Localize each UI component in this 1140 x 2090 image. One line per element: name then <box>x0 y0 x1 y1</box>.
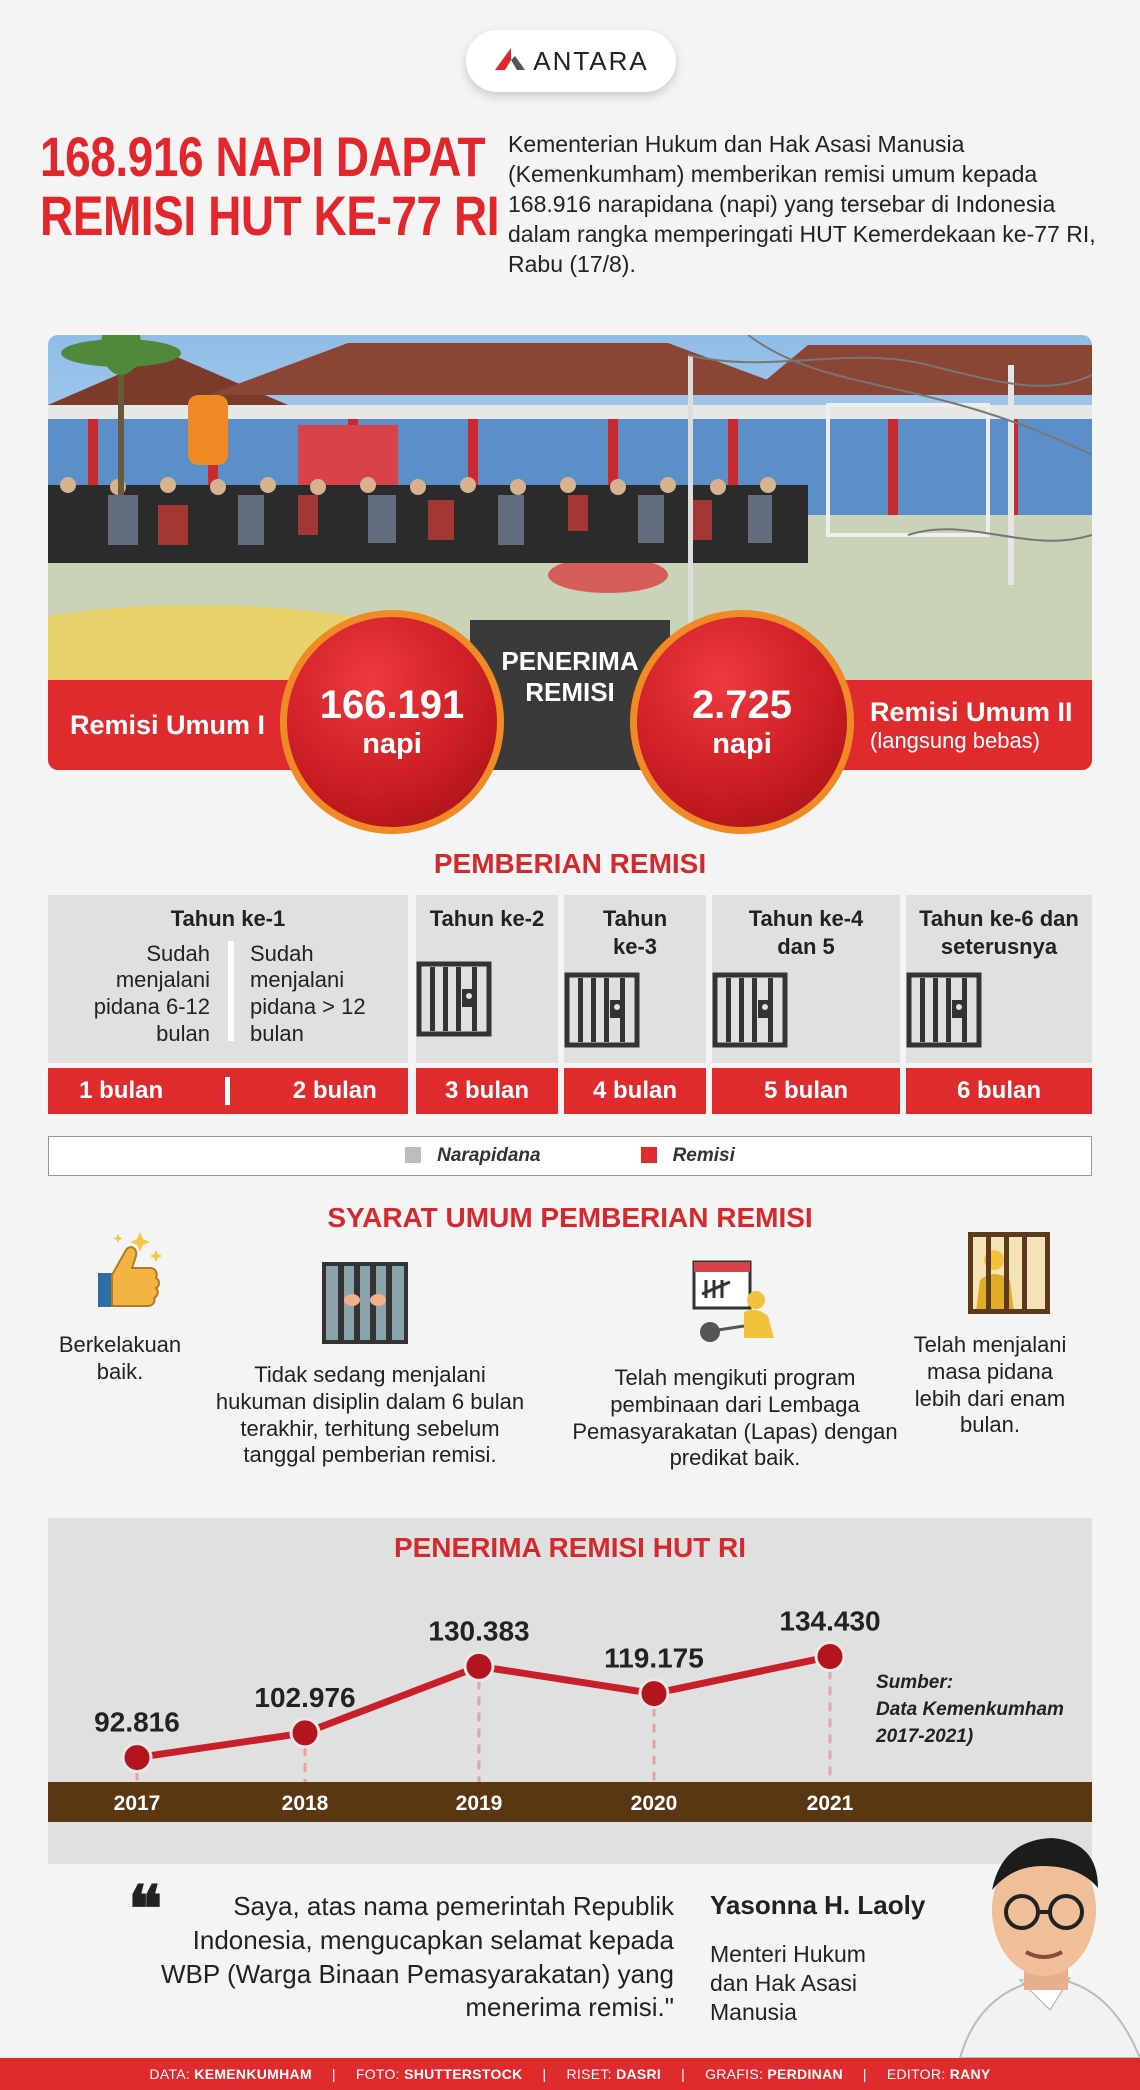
jail-bars-icon <box>564 972 640 1048</box>
year-2-column <box>416 895 558 1063</box>
source-line-2: Data Kemenkumham <box>876 1698 1064 1720</box>
credit-foto-value: SHUTTERSTOCK <box>404 2066 523 2082</box>
year-2-remisi: 3 bulan <box>416 1068 558 1114</box>
year-6-column <box>906 895 1092 1063</box>
year-1-right-text: Sudah menjalani pidana > 12 bulan <box>250 940 366 1046</box>
logo-text: ANTARA <box>533 45 649 76</box>
year-1-bar-divider <box>225 1077 230 1105</box>
credit-grafis <box>705 2066 843 2082</box>
credit-grafis-label: GRAFIS: <box>705 2066 764 2082</box>
antara-logo <box>466 30 676 92</box>
year-1-left-text: Sudah menjalani pidana 6-12 bulan <box>93 940 210 1046</box>
quote-author-name: Yasonna H. Laoly <box>710 1890 926 1920</box>
year-1-remisi-bar <box>48 1068 408 1114</box>
year-1-right-remisi: 2 bulan <box>292 1077 377 1104</box>
penerima-remisi-text: PENERIMA REMISI <box>501 646 639 708</box>
credit-data-value: KEMENKUMHAM <box>194 2066 312 2082</box>
syarat-4-text: Telah menjalani masa pidana lebih dari enam bulan. <box>913 1332 1067 1438</box>
remisi-umum-1-circle <box>280 610 504 834</box>
x-tick-label: 2021 <box>806 1792 854 1815</box>
syarat-title: SYARAT UMUM PEMBERIAN REMISI <box>327 1202 813 1233</box>
year-1-column <box>48 895 408 1063</box>
title-line-1: 168.916 NAPI DAPAT <box>40 125 486 188</box>
remisi-umum-1-value: 166.191 <box>319 683 465 727</box>
prisoner-calendar-icon <box>690 1258 782 1348</box>
jail-bars-icon <box>906 972 982 1048</box>
credit-data-label: DATA: <box>149 2066 191 2082</box>
remisi-umum-1-label: Remisi Umum I <box>48 680 298 770</box>
credit-riset <box>566 2066 661 2082</box>
credit-foto-label: FOTO: <box>355 2066 400 2082</box>
data-label: 134.430 <box>779 1605 881 1637</box>
credit-grafis-value: PERDINAN <box>767 2066 843 2082</box>
year-3-remisi: 4 bulan <box>564 1068 706 1114</box>
data-label: 102.976 <box>254 1681 356 1713</box>
remisi-umum-2-label <box>842 680 1092 770</box>
credit-data <box>149 2066 311 2082</box>
thumbs-up-icon <box>78 1228 168 1318</box>
legend-label-narapidana: Narapidana <box>437 1145 541 1166</box>
data-label: 92.816 <box>94 1706 180 1738</box>
year-4-5-column <box>712 895 900 1063</box>
quote-author-role: Menteri Hukum dan Hak Asasi Manusia <box>710 1941 866 2025</box>
legend-label-remisi: Remisi <box>672 1145 735 1166</box>
remisi-umum-2-circle <box>630 610 854 834</box>
year-4-5-remisi: 5 bulan <box>712 1068 900 1114</box>
year-6-remisi: 6 bulan <box>906 1068 1092 1114</box>
year-1-header: Tahun ke-1 <box>170 906 286 931</box>
antara-mark-icon <box>493 46 527 76</box>
credits-footer: DATA: KEMENKUMHAM | FOTO: SHUTTERSTOCK | RISET: DASRI | GRAFIS: PERDINAN | EDITOR: RANY <box>0 2058 1140 2090</box>
x-tick-label: 2019 <box>455 1792 503 1815</box>
prisoner-cell-icon <box>966 1230 1052 1316</box>
credit-editor <box>887 2066 991 2082</box>
page-title <box>40 125 500 247</box>
jail-bars-icon <box>416 961 492 1037</box>
quote-mark-icon: ❝ <box>128 1872 163 1947</box>
syarat-3-text: Telah mengikuti program pembinaan dari Lembaga Pemasyarakatan (Lapas) dengan predikat baik. <box>572 1365 898 1471</box>
year-4-5-header: Tahun ke-4 dan 5 <box>748 906 864 959</box>
year-3-header: Tahun ke-3 <box>602 906 668 959</box>
syarat-2-text: Tidak sedang menjalani hukuman disiplin dalam 6 bulan terakhir, terhitung sebelum tanggal pemberian remisi. <box>215 1362 525 1468</box>
data-label: 130.383 <box>428 1615 530 1647</box>
credit-foto <box>356 2066 523 2082</box>
jail-bars-icon <box>712 972 788 1048</box>
remisi-umum-2-value: 2.725 <box>691 683 793 727</box>
credit-riset-label: RISET: <box>566 2066 612 2082</box>
legend <box>48 1136 1092 1176</box>
x-tick-label: 2018 <box>281 1792 329 1815</box>
lead-paragraph: Kementerian Hukum dan Hak Asasi Manusia (Kemenkumham) memberikan remisi umum kepada 168.916 narapidana (napi) yang tersebar di Indonesia dalam rangka memperingati HUT Kemerdekaan ke-77 RI, Rabu (17/8). <box>508 131 1096 277</box>
chart-source <box>876 1670 1064 1751</box>
data-point <box>640 1680 668 1708</box>
x-tick-label: 2017 <box>113 1792 161 1815</box>
legend-swatch-narapidana <box>405 1147 421 1163</box>
title-line-2: REMISI HUT KE-77 RI <box>40 183 500 247</box>
chart-title: PENERIMA REMISI HUT RI <box>393 1532 747 1563</box>
pemberian-remisi-title: PEMBERIAN REMISI <box>433 848 707 879</box>
legend-swatch-remisi <box>641 1147 657 1163</box>
quote-text: Saya, atas nama pemerintah Republik Indonesia, mengucapkan selamat kepada WBP (Warga Binaan Pemasyarakatan) yang menerima remisi." <box>160 1891 674 2023</box>
data-point <box>291 1719 319 1747</box>
source-line-1: Sumber: <box>876 1672 954 1693</box>
source-line-3: 2017-2021) <box>876 1725 974 1747</box>
data-point <box>123 1744 151 1772</box>
x-tick-label: 2020 <box>630 1792 678 1815</box>
legend-item-narapidana <box>405 1145 540 1167</box>
remisi-umum-2-title: Remisi Umum II <box>870 696 1073 727</box>
prison-bars-icon <box>322 1262 408 1344</box>
portrait-illustration <box>920 1830 1140 2058</box>
credit-editor-value: RANY <box>949 2066 991 2082</box>
credit-riset-value: DASRI <box>616 2066 662 2082</box>
legend-item-remisi <box>641 1145 735 1167</box>
credit-editor-label: EDITOR: <box>886 2066 946 2082</box>
syarat-1-text: Berkelakuan baik. <box>58 1332 182 1384</box>
data-label: 119.175 <box>604 1642 704 1674</box>
year-3-column <box>564 895 706 1063</box>
year-6-header: Tahun ke-6 dan seterusnya <box>919 906 1079 959</box>
year-1-left-remisi: 1 bulan <box>79 1077 164 1104</box>
data-point <box>816 1643 844 1671</box>
data-point <box>465 1652 493 1680</box>
remisi-umum-2-unit: napi <box>712 728 772 760</box>
remisi-umum-2-sublabel: (langsung bebas) <box>870 727 1041 753</box>
remisi-umum-1-unit: napi <box>362 728 422 760</box>
year-2-header: Tahun ke-2 <box>429 906 545 931</box>
